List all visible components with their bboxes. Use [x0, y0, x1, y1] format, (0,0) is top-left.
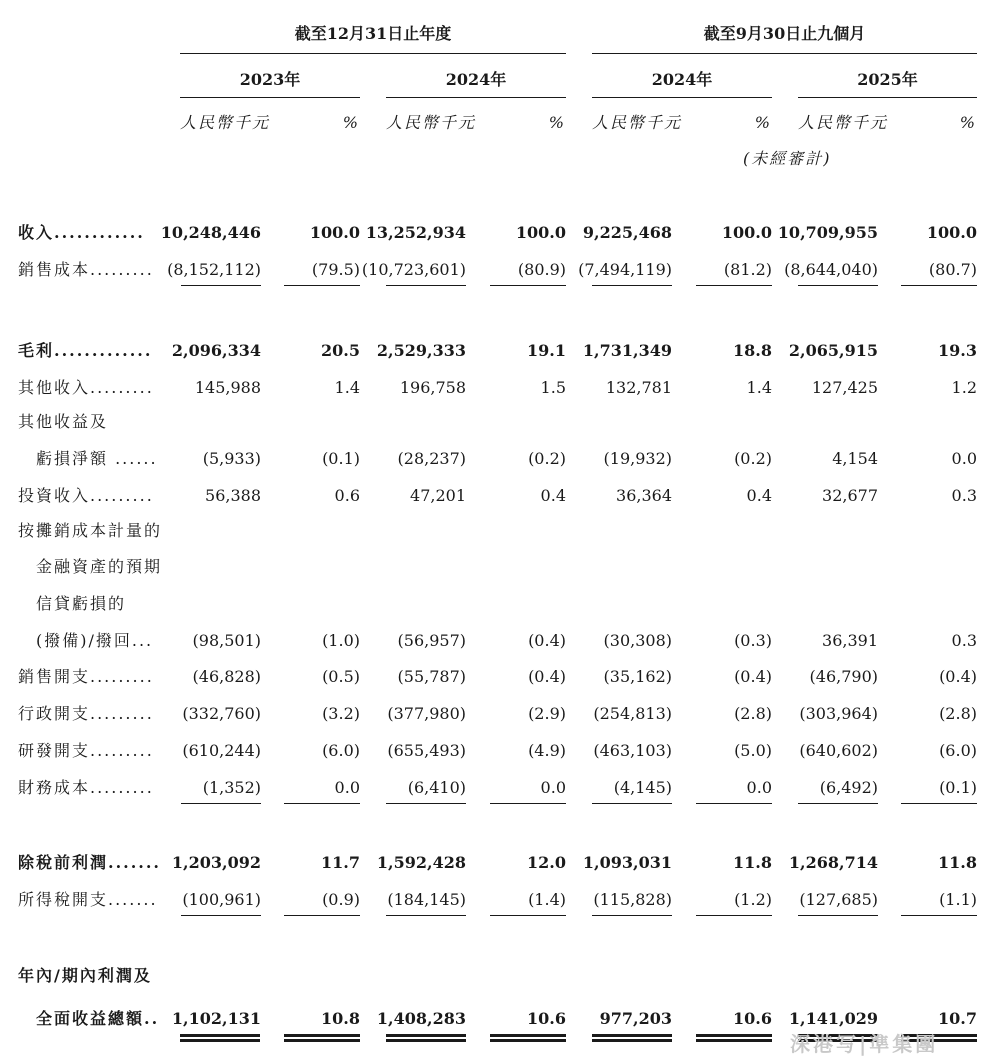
percent-cell: 0.3 [951, 486, 977, 505]
row-label: 其他收入......... [18, 378, 154, 397]
percent-cell: 100.0 [309, 223, 360, 242]
total-underline [386, 1034, 466, 1042]
subtotal-underline [901, 803, 977, 804]
amount-cell: 1,268,714 [788, 853, 878, 872]
subtotal-underline [490, 285, 566, 286]
header-group-ninemonth: 截至9月30日止九個月 [703, 24, 866, 43]
subtotal-underline [901, 915, 977, 916]
amount-cell: 1,141,029 [788, 1009, 878, 1028]
row-label: (撥備)/撥回... [36, 631, 154, 650]
subtotal-underline [181, 915, 261, 916]
amount-cell: 1,592,428 [376, 853, 466, 872]
amount-cell: 10,709,955 [777, 223, 878, 242]
percent-cell: (79.5) [311, 260, 360, 279]
amount-cell: (1,352) [202, 778, 261, 797]
percent-cell: (0.1) [939, 778, 977, 797]
watermark: 深港写|準集團 [790, 1032, 939, 1056]
subtotal-underline [386, 285, 466, 286]
unaudited-note: (未經審計) [743, 149, 832, 168]
amount-cell: 2,529,333 [376, 341, 466, 360]
row-label: 所得稅開支....... [18, 890, 158, 909]
amount-cell: 56,388 [205, 486, 261, 505]
percent-cell: (1.4) [528, 890, 566, 909]
unit-pct: % [754, 113, 772, 132]
amount-cell: (463,103) [593, 741, 672, 760]
subtotal-underline [284, 285, 360, 286]
subtotal-underline [592, 803, 672, 804]
row-label: 投資收入......... [18, 486, 154, 505]
amount-cell: (332,760) [182, 704, 261, 723]
percent-cell: 0.0 [334, 778, 360, 797]
amount-cell: (377,980) [387, 704, 466, 723]
percent-cell: (80.7) [928, 260, 977, 279]
subtotal-underline [284, 803, 360, 804]
subtotal-underline [798, 915, 878, 916]
percent-cell: 0.4 [540, 486, 566, 505]
subtotal-underline [696, 803, 772, 804]
percent-cell: 11.7 [321, 853, 360, 872]
amount-cell: (640,602) [799, 741, 878, 760]
percent-cell: (2.9) [528, 704, 566, 723]
amount-cell: (56,957) [397, 631, 466, 650]
subtotal-underline [386, 803, 466, 804]
percent-cell: (3.2) [322, 704, 360, 723]
header-rule [592, 53, 977, 54]
row-label: 財務成本......... [18, 778, 154, 797]
percent-cell: 10.8 [321, 1009, 360, 1028]
amount-cell: (6,410) [407, 778, 466, 797]
percent-cell: (1.2) [734, 890, 772, 909]
percent-cell: 0.4 [746, 486, 772, 505]
percent-cell: 11.8 [733, 853, 772, 872]
total-underline [490, 1034, 566, 1042]
total-underline [592, 1034, 672, 1042]
percent-cell: 10.6 [527, 1009, 566, 1028]
percent-cell: 100.0 [515, 223, 566, 242]
year-header-2023: 2023年 [239, 70, 301, 89]
subtotal-underline [284, 915, 360, 916]
percent-cell: (2.8) [734, 704, 772, 723]
amount-cell: (98,501) [192, 631, 261, 650]
total-underline [284, 1034, 360, 1042]
header-rule [180, 53, 566, 54]
percent-cell: 1.2 [951, 378, 977, 397]
percent-cell: (6.0) [939, 741, 977, 760]
amount-cell: 2,065,915 [788, 341, 878, 360]
amount-cell: (5,933) [202, 449, 261, 468]
amount-cell: (303,964) [799, 704, 878, 723]
unit-pct: % [548, 113, 566, 132]
amount-cell: (100,961) [182, 890, 261, 909]
total-underline [180, 1034, 260, 1042]
subtotal-underline [386, 915, 466, 916]
amount-cell: 13,252,934 [365, 223, 466, 242]
amount-cell: 1,408,283 [376, 1009, 466, 1028]
percent-cell: 19.3 [938, 341, 977, 360]
row-label: 年內/期內利潤及 [18, 966, 152, 985]
percent-cell: (0.9) [322, 890, 360, 909]
year-rule [592, 97, 772, 98]
amount-cell: (19,932) [603, 449, 672, 468]
percent-cell: 1.5 [540, 378, 566, 397]
percent-cell: 100.0 [721, 223, 772, 242]
amount-cell: (55,787) [397, 667, 466, 686]
subtotal-underline [181, 803, 261, 804]
amount-cell: (6,492) [819, 778, 878, 797]
year-header-2025: 2025年 [857, 70, 918, 89]
percent-cell: 19.1 [527, 341, 566, 360]
percent-cell: (0.3) [734, 631, 772, 650]
percent-cell: 0.3 [951, 631, 977, 650]
amount-cell: (35,162) [603, 667, 672, 686]
amount-cell: (46,790) [809, 667, 878, 686]
amount-cell: (8,152,112) [167, 260, 261, 279]
subtotal-underline [592, 285, 672, 286]
row-label: 銷售開支......... [18, 667, 154, 686]
percent-cell: 0.0 [951, 449, 977, 468]
percent-cell: (0.4) [734, 667, 772, 686]
unit-rmb: 人民幣千元 [180, 113, 271, 132]
row-label: 其他收益及 [18, 412, 109, 431]
subtotal-underline [901, 285, 977, 286]
row-label: 研發開支......... [18, 741, 154, 760]
row-label: 銷售成本......... [18, 260, 154, 279]
amount-cell: (184,145) [387, 890, 466, 909]
amount-cell: 977,203 [599, 1009, 672, 1028]
percent-cell: (1.1) [939, 890, 977, 909]
year-header-2024-nine: 2024年 [651, 70, 713, 89]
unit-pct: % [342, 113, 360, 132]
amount-cell: (7,494,119) [578, 260, 672, 279]
percent-cell: (1.0) [322, 631, 360, 650]
amount-cell: 132,781 [605, 378, 672, 397]
row-label: 除稅前利潤....... [18, 853, 161, 872]
percent-cell: (0.2) [528, 449, 566, 468]
subtotal-underline [798, 803, 878, 804]
amount-cell: (8,644,040) [784, 260, 878, 279]
percent-cell: (6.0) [322, 741, 360, 760]
amount-cell: 1,102,131 [171, 1009, 261, 1028]
percent-cell: 0.6 [334, 486, 360, 505]
percent-cell: (80.9) [517, 260, 566, 279]
percent-cell: (0.2) [734, 449, 772, 468]
year-rule [798, 97, 977, 98]
percent-cell: (0.4) [939, 667, 977, 686]
amount-cell: (4,145) [613, 778, 672, 797]
subtotal-underline [696, 915, 772, 916]
unit-rmb: 人民幣千元 [386, 113, 477, 132]
amount-cell: 1,093,031 [582, 853, 672, 872]
subtotal-underline [798, 285, 878, 286]
percent-cell: 1.4 [746, 378, 772, 397]
amount-cell: (655,493) [387, 741, 466, 760]
amount-cell: (610,244) [182, 741, 261, 760]
percent-cell: (0.1) [322, 449, 360, 468]
amount-cell: (28,237) [397, 449, 466, 468]
amount-cell: (46,828) [192, 667, 261, 686]
amount-cell: 1,731,349 [582, 341, 672, 360]
amount-cell: 2,096,334 [171, 341, 261, 360]
percent-cell: (81.2) [723, 260, 772, 279]
header-group-annual: 截至12月31日止年度 [294, 24, 452, 43]
subtotal-underline [490, 915, 566, 916]
unit-pct: % [959, 113, 977, 132]
unit-rmb: 人民幣千元 [798, 113, 889, 132]
row-label: 行政開支......... [18, 704, 154, 723]
row-label: 信貸虧損的 [36, 594, 127, 613]
amount-cell: 10,248,446 [160, 223, 261, 242]
amount-cell: 196,758 [399, 378, 466, 397]
row-label: 金融資產的預期 [36, 557, 163, 576]
percent-cell: 1.4 [334, 378, 360, 397]
percent-cell: 100.0 [926, 223, 977, 242]
subtotal-underline [490, 803, 566, 804]
percent-cell: 0.0 [746, 778, 772, 797]
amount-cell: 36,364 [616, 486, 672, 505]
year-rule [180, 97, 360, 98]
amount-cell: 36,391 [822, 631, 878, 650]
percent-cell: 11.8 [938, 853, 977, 872]
amount-cell: 4,154 [832, 449, 878, 468]
percent-cell: (5.0) [734, 741, 772, 760]
percent-cell: 10.6 [733, 1009, 772, 1028]
amount-cell: (30,308) [603, 631, 672, 650]
subtotal-underline [181, 285, 261, 286]
row-label: 虧損淨額 ...... [36, 449, 158, 468]
amount-cell: 47,201 [410, 486, 466, 505]
year-header-2024: 2024年 [445, 70, 507, 89]
percent-cell: (4.9) [528, 741, 566, 760]
row-label: 全面收益總額.. [36, 1009, 160, 1028]
amount-cell: 145,988 [194, 378, 261, 397]
year-rule [386, 97, 566, 98]
row-label: 收入............ [18, 223, 145, 242]
amount-cell: 9,225,468 [582, 223, 672, 242]
subtotal-underline [696, 285, 772, 286]
percent-cell: 12.0 [527, 853, 566, 872]
percent-cell: 20.5 [321, 341, 360, 360]
amount-cell: 127,425 [811, 378, 878, 397]
row-label: 毛利............. [18, 341, 153, 360]
amount-cell: (127,685) [799, 890, 878, 909]
total-underline [696, 1034, 772, 1042]
unit-rmb: 人民幣千元 [592, 113, 683, 132]
amount-cell: (115,828) [593, 890, 672, 909]
percent-cell: 0.0 [540, 778, 566, 797]
percent-cell: (0.4) [528, 631, 566, 650]
percent-cell: (0.5) [322, 667, 360, 686]
percent-cell: (0.4) [528, 667, 566, 686]
percent-cell: (2.8) [939, 704, 977, 723]
amount-cell: 32,677 [822, 486, 878, 505]
amount-cell: (10,723,601) [361, 260, 466, 279]
percent-cell: 10.7 [938, 1009, 977, 1028]
percent-cell: 18.8 [733, 341, 772, 360]
amount-cell: (254,813) [593, 704, 672, 723]
row-label: 按攤銷成本計量的 [18, 521, 163, 540]
amount-cell: 1,203,092 [171, 853, 261, 872]
subtotal-underline [592, 915, 672, 916]
